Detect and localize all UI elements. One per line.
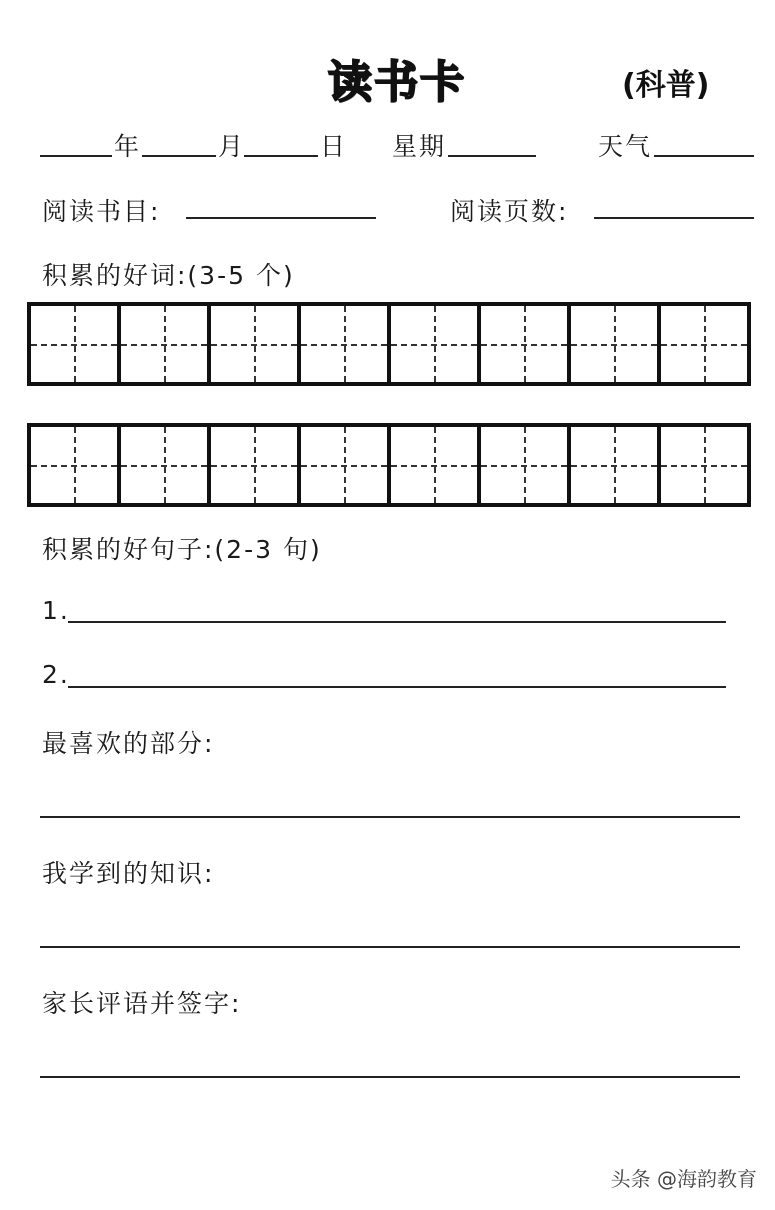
word-box[interactable] — [481, 427, 571, 503]
word-grid-row-1 — [27, 302, 751, 386]
weather-field[interactable] — [654, 155, 754, 157]
word-box[interactable] — [571, 427, 661, 503]
month-label: 月 — [218, 132, 246, 161]
word-box[interactable] — [31, 306, 121, 382]
card-subtitle: (科普) — [622, 68, 710, 103]
word-box[interactable] — [391, 306, 481, 382]
sentence-field-1[interactable] — [68, 621, 726, 623]
parent-label: 家长评语并签字: — [42, 989, 242, 1018]
word-grid-row-2 — [27, 423, 751, 507]
weekday-field[interactable] — [448, 155, 536, 157]
pages-field[interactable] — [594, 217, 754, 219]
word-box[interactable] — [301, 427, 391, 503]
favorite-field[interactable] — [40, 816, 740, 818]
sentence-field-2[interactable] — [68, 686, 726, 688]
pages-label: 阅读页数: — [450, 197, 569, 226]
sentence-number-2: 2. — [42, 660, 70, 689]
word-box[interactable] — [661, 427, 747, 503]
learned-label: 我学到的知识: — [42, 859, 215, 888]
year-field[interactable] — [40, 155, 112, 157]
weather-label: 天气 — [598, 132, 653, 161]
book-label: 阅读书目: — [42, 197, 161, 226]
year-label: 年 — [114, 132, 142, 161]
month-field[interactable] — [142, 155, 216, 157]
word-box[interactable] — [571, 306, 661, 382]
favorite-label: 最喜欢的部分: — [42, 729, 215, 758]
day-label: 日 — [320, 132, 348, 161]
word-box[interactable] — [31, 427, 121, 503]
sentences-label: 积累的好句子:(2-3 句) — [42, 535, 322, 564]
book-field[interactable] — [186, 217, 376, 219]
word-box[interactable] — [211, 306, 301, 382]
card-title: 读书卡 — [328, 57, 466, 108]
learned-field[interactable] — [40, 946, 740, 948]
word-box[interactable] — [121, 427, 211, 503]
word-box[interactable] — [391, 427, 481, 503]
word-box[interactable] — [121, 306, 211, 382]
word-box[interactable] — [661, 306, 747, 382]
word-box[interactable] — [481, 306, 571, 382]
parent-field[interactable] — [40, 1076, 740, 1078]
day-field[interactable] — [244, 155, 318, 157]
word-box[interactable] — [211, 427, 301, 503]
words-label: 积累的好词:(3-5 个) — [42, 261, 295, 290]
watermark: 头条 @海韵教育 — [610, 1167, 757, 1191]
weekday-label: 星期 — [392, 132, 447, 161]
sentence-number-1: 1. — [42, 596, 70, 625]
word-box[interactable] — [301, 306, 391, 382]
